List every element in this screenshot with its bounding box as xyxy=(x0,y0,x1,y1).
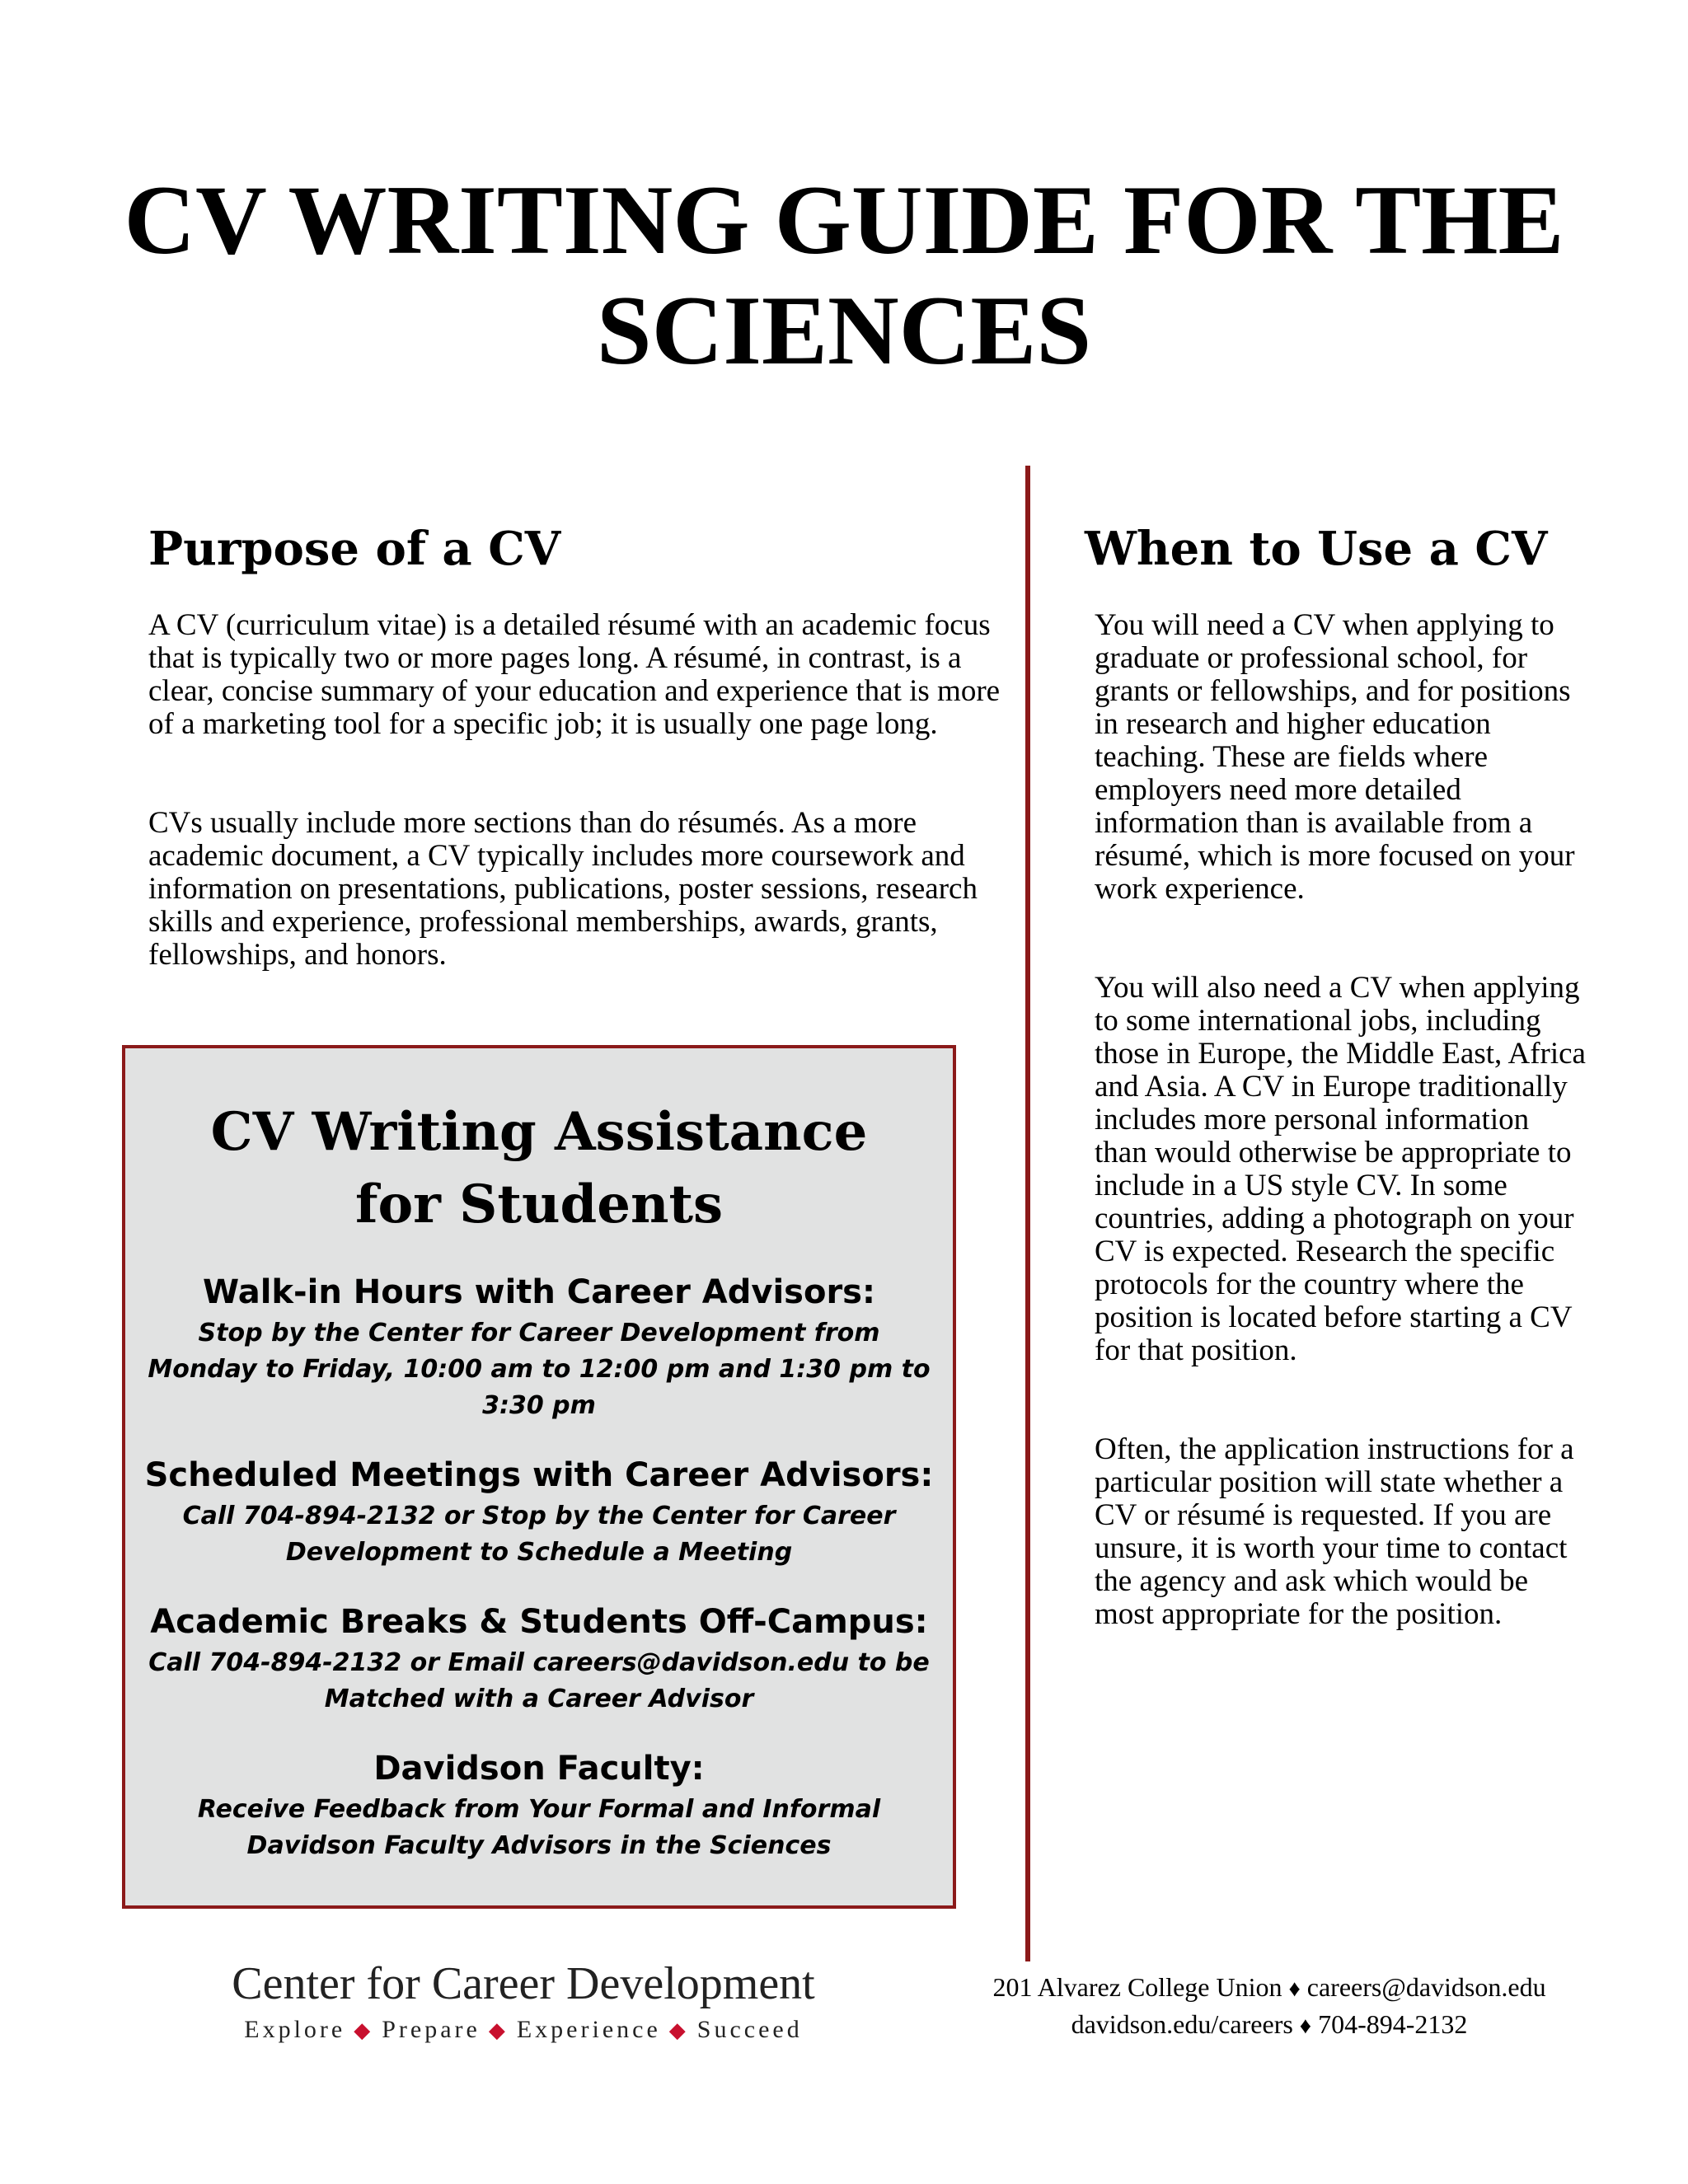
diamond-icon: ◆ xyxy=(668,2018,689,2042)
footer-org-name: Center for Career Development xyxy=(232,1958,815,2009)
footer-contact-line-2 xyxy=(923,2007,1615,2044)
page-title-line-1: CV WRITING GUIDE FOR THE xyxy=(124,165,1564,274)
assistance-box xyxy=(122,1045,956,1909)
page-title-line-2: SCIENCES xyxy=(596,275,1092,385)
assistance-walk-in-heading: Walk-in Hours with Career Advisors: xyxy=(203,1273,875,1311)
footer-website: davidson.edu/careers xyxy=(1071,2009,1293,2039)
footer-phone: 704-894-2132 xyxy=(1318,2009,1468,2039)
footer-contact xyxy=(923,1970,1615,2044)
diamond-icon: ◆ xyxy=(488,2018,509,2042)
tagline-explore: Explore xyxy=(244,2016,346,2043)
assistance-faculty-heading: Davidson Faculty: xyxy=(373,1750,705,1788)
purpose-paragraph-2: CVs usually include more sections than do résumés. As a more academic document, a CV typically includes more coursework and information on presentations, publications, poster sessions, research skills and experience, professional memberships, awards, grants, fellowships, and honors. xyxy=(148,806,978,972)
when-to-use-heading: When to Use a CV xyxy=(1085,522,1548,576)
assistance-title-line-1: CV Writing Assistance xyxy=(210,1101,868,1163)
assistance-title xyxy=(125,1096,953,1241)
tagline-prepare: Prepare xyxy=(382,2016,481,2043)
footer-tagline xyxy=(198,2013,849,2047)
column-divider xyxy=(1025,466,1030,1961)
footer-email: careers@davidson.edu xyxy=(1306,1972,1546,2002)
assistance-breaks-detail: Call 704-894-2132 or Email careers@davidson.edu to be Matched with a Career Advisor xyxy=(148,1648,930,1713)
separator-diamond-icon: ♦ xyxy=(1288,1976,1301,2002)
assistance-walk-in xyxy=(125,1272,953,1424)
footer-address: 201 Alvarez College Union xyxy=(992,1972,1282,2002)
assistance-walk-in-detail: Stop by the Center for Career Development from Monday to Friday, 10:00 am to 12:00 pm and 1:30 pm to 3:30 pm xyxy=(148,1319,931,1420)
footer-contact-line-1 xyxy=(923,1970,1615,2007)
assistance-faculty-detail: Receive Feedback from Your Formal and Informal Davidson Faculty Advisors in the Sciences xyxy=(197,1795,881,1860)
footer-branding xyxy=(198,1957,849,2047)
when-to-use-paragraph-2: You will also need a CV when applying to some international jobs, including those in Europe, the Middle East, Africa and Asia. A CV in Europe traditionally includes more personal information than would otherwise be appropriate to include in a US style CV. In some countries, adding a photograph on your CV is expected. Research the specific protocols for the country where the position is located before starting a CV for that position. xyxy=(1095,971,1586,1367)
assistance-scheduled xyxy=(125,1455,953,1571)
assistance-faculty xyxy=(125,1749,953,1864)
assistance-scheduled-heading: Scheduled Meetings with Career Advisors: xyxy=(144,1456,934,1494)
diamond-icon: ◆ xyxy=(354,2018,374,2042)
page-title xyxy=(0,165,1688,386)
tagline-succeed: Succeed xyxy=(696,2016,803,2043)
purpose-heading: Purpose of a CV xyxy=(148,522,561,576)
purpose-paragraph-1: A CV (curriculum vitae) is a detailed résumé with an academic focus that is typically two or more pages long. A résumé, in contrast, is a clear, concise summary of your education and experience that is more of a marketing tool for a specific job; it is usually one page long. xyxy=(148,608,1001,741)
assistance-breaks xyxy=(125,1602,953,1718)
assistance-title-line-2: for Students xyxy=(354,1174,724,1235)
when-to-use-paragraph-3: Often, the application instructions for a particular position will state whether a CV or résumé is requested. If you are unsure, it is worth your time to contact the agency and ask which would be most appropriate for the position. xyxy=(1095,1432,1574,1631)
separator-diamond-icon: ♦ xyxy=(1299,2013,1312,2039)
when-to-use-paragraph-1: You will need a CV when applying to graduate or professional school, for grants or fellowships, and for positions in research and higher education teaching. These are fields where employers need more detailed information than is available from a résumé, which is more focused on your work experience. xyxy=(1095,608,1575,906)
assistance-breaks-heading: Academic Breaks & Students Off-Campus: xyxy=(150,1603,928,1641)
assistance-scheduled-detail: Call 704-894-2132 or Stop by the Center for Career Development to Schedule a Meeting xyxy=(182,1502,896,1567)
tagline-experience: Experience xyxy=(516,2016,661,2043)
